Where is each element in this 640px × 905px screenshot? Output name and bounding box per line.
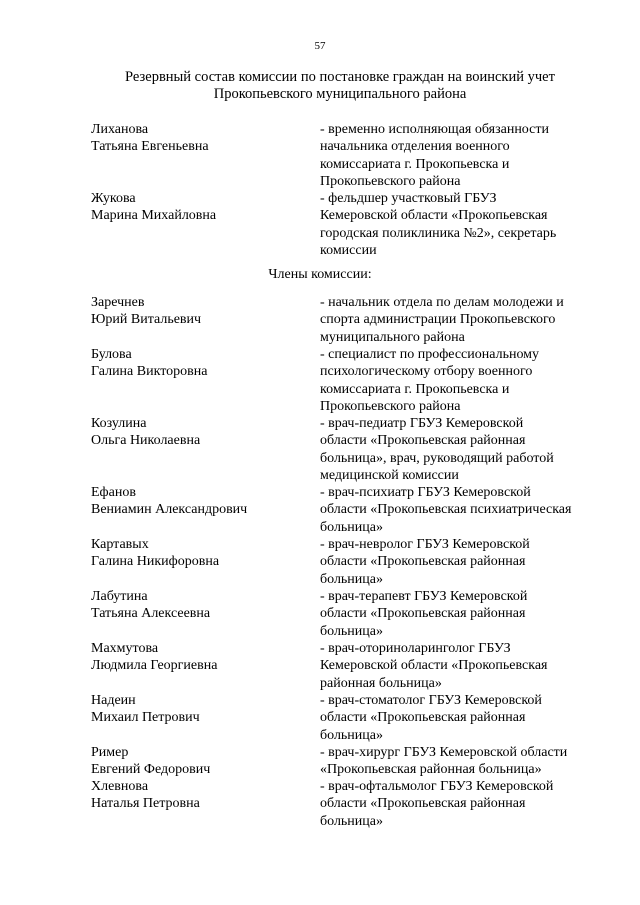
member-name bbox=[91, 588, 210, 623]
member-position-line: области «Прокопьевская районная bbox=[320, 796, 526, 812]
member-position-line: - врач-оториноларинголог ГБУЗ bbox=[320, 641, 511, 656]
member-position-line: - врач-психиатр ГБУЗ Кемеровской bbox=[320, 485, 531, 500]
member-position-line: муниципального района bbox=[320, 329, 465, 345]
member-given-names: Татьяна Евгеньевна bbox=[91, 139, 209, 155]
members-heading: Члены комиссии: bbox=[268, 267, 372, 282]
member-surname: Картавых bbox=[91, 537, 149, 552]
member-position-line: комиссариата г. Прокопьевска и bbox=[320, 381, 510, 397]
member-position-line: области «Прокопьевская районная bbox=[320, 554, 526, 570]
member-given-names: Евгений Федорович bbox=[91, 762, 211, 778]
member-name bbox=[91, 640, 217, 675]
member-position-line: - врач-офтальмолог ГБУЗ Кемеровской bbox=[320, 779, 554, 794]
member-position bbox=[320, 536, 530, 588]
member-position-line: - специалист по профессиональному bbox=[320, 347, 540, 362]
member-surname: Надеин bbox=[91, 693, 136, 708]
member-position-line: спорта администрации Прокопьевского bbox=[320, 312, 556, 328]
member-given-names: Михаил Петрович bbox=[91, 710, 200, 726]
member-position-line: больница», врач, руководящий работой bbox=[320, 450, 554, 466]
member-position-line: области «Прокопьевская районная bbox=[320, 710, 526, 726]
member-position bbox=[320, 588, 527, 640]
member-position bbox=[320, 294, 564, 346]
member-surname: Ефанов bbox=[91, 485, 136, 500]
member-position-line: - врач-хирург ГБУЗ Кемеровской области bbox=[320, 745, 568, 760]
member-position-line: - начальник отдела по делам молодежи и bbox=[320, 295, 564, 310]
member-name bbox=[91, 294, 201, 329]
member-position-line: «Прокопьевская районная больница» bbox=[320, 762, 542, 778]
member-position bbox=[320, 121, 549, 190]
member-position-line: области «Прокопьевская психиатрическая bbox=[320, 502, 572, 518]
member-position-line: - врач-терапевт ГБУЗ Кемеровской bbox=[320, 589, 528, 604]
member-position bbox=[320, 692, 542, 744]
member-surname: Жукова bbox=[91, 191, 136, 206]
member-given-names: Юрий Витальевич bbox=[91, 312, 202, 328]
member-given-names: Людмила Георгиевна bbox=[91, 658, 218, 674]
member-position-line: комиссии bbox=[320, 242, 377, 258]
member-position bbox=[320, 415, 554, 484]
member-given-names: Вениамин Александрович bbox=[91, 502, 248, 518]
member-position-line: городская поликлиника №2», секретарь bbox=[320, 225, 557, 241]
member-given-names: Галина Викторовна bbox=[91, 364, 208, 380]
member-position-line: комиссариата г. Прокопьевска и bbox=[320, 156, 510, 172]
member-position bbox=[320, 778, 553, 830]
document-title bbox=[60, 69, 620, 103]
member-position bbox=[320, 346, 539, 415]
member-position-line: - врач-невролог ГБУЗ Кемеровской bbox=[320, 537, 530, 552]
member-position bbox=[320, 484, 571, 536]
member-position-line: - врач-стоматолог ГБУЗ Кемеровской bbox=[320, 693, 542, 708]
member-name bbox=[91, 346, 207, 381]
member-position-line: Кемеровской области «Прокопьевская bbox=[320, 658, 548, 674]
member-name bbox=[91, 484, 247, 519]
member-position-line: медицинской комиссии bbox=[320, 467, 459, 483]
member-position bbox=[320, 744, 567, 779]
member-surname: Булова bbox=[91, 347, 132, 362]
title-line-1: Резервный состав комиссии по постановке граждан на воинский учет bbox=[125, 69, 555, 85]
member-name bbox=[91, 744, 210, 779]
member-position-line: Кемеровской области «Прокопьевская bbox=[320, 208, 548, 224]
member-position-line: районная больница» bbox=[320, 675, 442, 691]
member-position-line: - фельдшер участковый ГБУЗ bbox=[320, 191, 497, 206]
member-name bbox=[91, 778, 200, 813]
title-line-2: Прокопьевского муниципального района bbox=[213, 86, 467, 102]
member-surname: Заречнев bbox=[91, 295, 145, 310]
member-position-line: области «Прокопьевская районная bbox=[320, 606, 526, 622]
member-given-names: Марина Михайловна bbox=[91, 208, 217, 224]
member-name bbox=[91, 536, 219, 571]
member-position-line: больница» bbox=[320, 519, 383, 535]
member-name bbox=[91, 121, 209, 156]
member-position-line: Прокопьевского района bbox=[320, 173, 461, 189]
member-position bbox=[320, 640, 548, 692]
member-position-line: - врач-педиатр ГБУЗ Кемеровской bbox=[320, 416, 524, 431]
member-surname: Козулина bbox=[91, 416, 147, 431]
member-name bbox=[91, 692, 200, 727]
member-position-line: области «Прокопьевская районная bbox=[320, 433, 526, 449]
member-name bbox=[91, 415, 200, 450]
member-position-line: психологическому отбору военного bbox=[320, 364, 533, 380]
member-position-line: начальника отделения военного bbox=[320, 139, 510, 155]
member-given-names: Галина Никифоровна bbox=[91, 554, 220, 570]
member-position-line: больница» bbox=[320, 813, 383, 829]
member-position-line: больница» bbox=[320, 571, 383, 587]
member-position-line: больница» bbox=[320, 727, 383, 743]
member-surname: Хлевнова bbox=[91, 779, 149, 794]
member-position-line: больница» bbox=[320, 623, 383, 639]
member-given-names: Татьяна Алексеевна bbox=[91, 606, 211, 622]
member-given-names: Наталья Петровна bbox=[91, 796, 200, 812]
member-given-names: Ольга Николаевна bbox=[91, 433, 201, 449]
member-name bbox=[91, 190, 216, 225]
member-position bbox=[320, 190, 556, 259]
member-surname: Махмутова bbox=[91, 641, 159, 656]
member-position-line: - временно исполняющая обязанности bbox=[320, 122, 549, 137]
member-surname: Ример bbox=[91, 745, 129, 760]
member-surname: Лиханова bbox=[91, 122, 149, 137]
member-position-line: Прокопьевского района bbox=[320, 398, 461, 414]
page-number: 57 bbox=[314, 40, 326, 52]
member-surname: Лабутина bbox=[91, 589, 148, 604]
